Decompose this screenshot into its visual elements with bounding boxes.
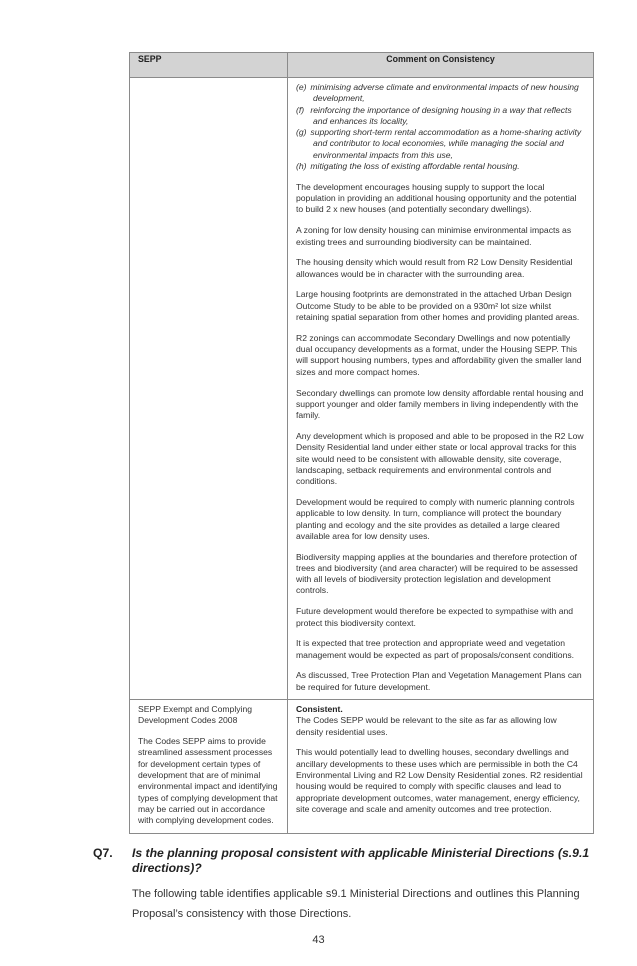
comment-cell <box>288 78 594 700</box>
page-number: 43 <box>312 933 325 946</box>
paragraph: As discussed, Tree Protection Plan and Vegetation Management Plans can be required for future development. <box>296 670 582 692</box>
sepp-cell <box>130 700 288 833</box>
table-row <box>130 700 594 833</box>
question-text: Is the planning proposal consistent with applicable Ministerial Directions (s.9.1 directions)? <box>132 845 590 875</box>
list-item: (e) minimising adverse climate and environmental impacts of new housing development, <box>296 82 579 104</box>
aims-list <box>296 82 585 172</box>
verdict: Consistent. <box>296 704 343 715</box>
paragraph: The Codes SEPP would be relevant to the site as far as allowing low density residential uses. <box>296 715 557 737</box>
header-comment: Comment on Consistency <box>288 53 594 78</box>
paragraph: Large housing footprints are demonstrated in the attached Urban Design Outcome Study to be able to be provided on a 930m² lot size whilst retaining spatial separation from other homes and providing planted areas. <box>296 289 580 323</box>
paragraph: A zoning for low density housing can minimise environmental impacts as existing trees and surrounding biodiversity can be maintained. <box>296 225 572 247</box>
header-sepp: SEPP <box>130 53 288 78</box>
list-item: (f) reinforcing the importance of designing housing in a way that reflects and enhances its locality, <box>296 104 572 126</box>
paragraph: Secondary dwellings can promote low density affordable rental housing and support younger and older family members in living independently with the family. <box>296 387 584 421</box>
paragraph: Development would be required to comply with numeric planning controls applicable to low density. In turn, compliance will protect the boundary planting and ecology and the site provides as detailed a large cleared available area for low density uses. <box>296 496 575 541</box>
sepp-title: SEPP Exempt and Complying Development Codes 2008 <box>138 704 253 726</box>
table-row <box>130 78 594 700</box>
sepp-description: The Codes SEPP aims to provide streamlined assessment processes for development certain types of development that are of minimal environmental impact and identifying types of complying development that may be carried out in accordance with complying development codes. <box>138 736 278 826</box>
paragraph: Biodiversity mapping applies at the boundaries and therefore protection of trees and biodiversity (and area character) will be required to be assessed with all levels of biodiversity protection legislation and development controls. <box>296 551 578 596</box>
body-paragraph: The following table identifies applicable s9.1 Ministerial Directions and outlines this Planning Proposal’s consistency with those Directions. <box>132 887 580 920</box>
sepp-consistency-table <box>129 52 594 834</box>
paragraph: Any development which is proposed and able to be proposed in the R2 Low Density Residential land under either state or local approval tracks for this site would need to be consistent with allowable density, site coverage, landscaping, setback requirements and environmental controls and conditions. <box>296 430 584 487</box>
table-header-row <box>130 53 594 78</box>
question-heading <box>93 846 593 876</box>
question-number: Q7. <box>93 845 113 860</box>
paragraph: The housing density which would result from R2 Low Density Residential allowances would be in character with the surrounding area. <box>296 257 573 279</box>
paragraph: The development encourages housing supply to support the local population in providing an additional housing opportunity and the potential to build 2 x new houses (and potentially secondary dwellings). <box>296 181 577 215</box>
comment-cell <box>288 700 594 833</box>
list-item: (h) mitigating the loss of existing affordable rental housing. <box>296 161 520 172</box>
paragraph: R2 zonings can accommodate Secondary Dwellings and now potentially dual occupancy developments as a format, under the Housing SEPP. This will support housing numbers, types and affordability given the smaller land sizes and more compact homes. <box>296 332 582 377</box>
paragraph: It is expected that tree protection and appropriate weed and vegetation management would be expected as part of proposals/consent conditions. <box>296 638 575 660</box>
sepp-cell-empty <box>130 78 288 700</box>
list-item: (g) supporting short-term rental accommodation as a home-sharing activity and contributor to local economies, while managing the social and environmental impacts from this use, <box>296 127 582 160</box>
paragraph: Future development would therefore be expected to sympathise with and protect this biodiversity context. <box>296 606 574 628</box>
paragraph: This would potentially lead to dwelling houses, secondary dwellings and ancillary developments to these uses which are permissible in both the C4 Environmental Living and R2 Low Density Residential zones. R2 residential housing would be required to comply with specific clauses and lead to appropriate development outcomes, water management, energy efficiency, site coverage and scale and amenity outcomes and tree protection. <box>296 747 583 814</box>
